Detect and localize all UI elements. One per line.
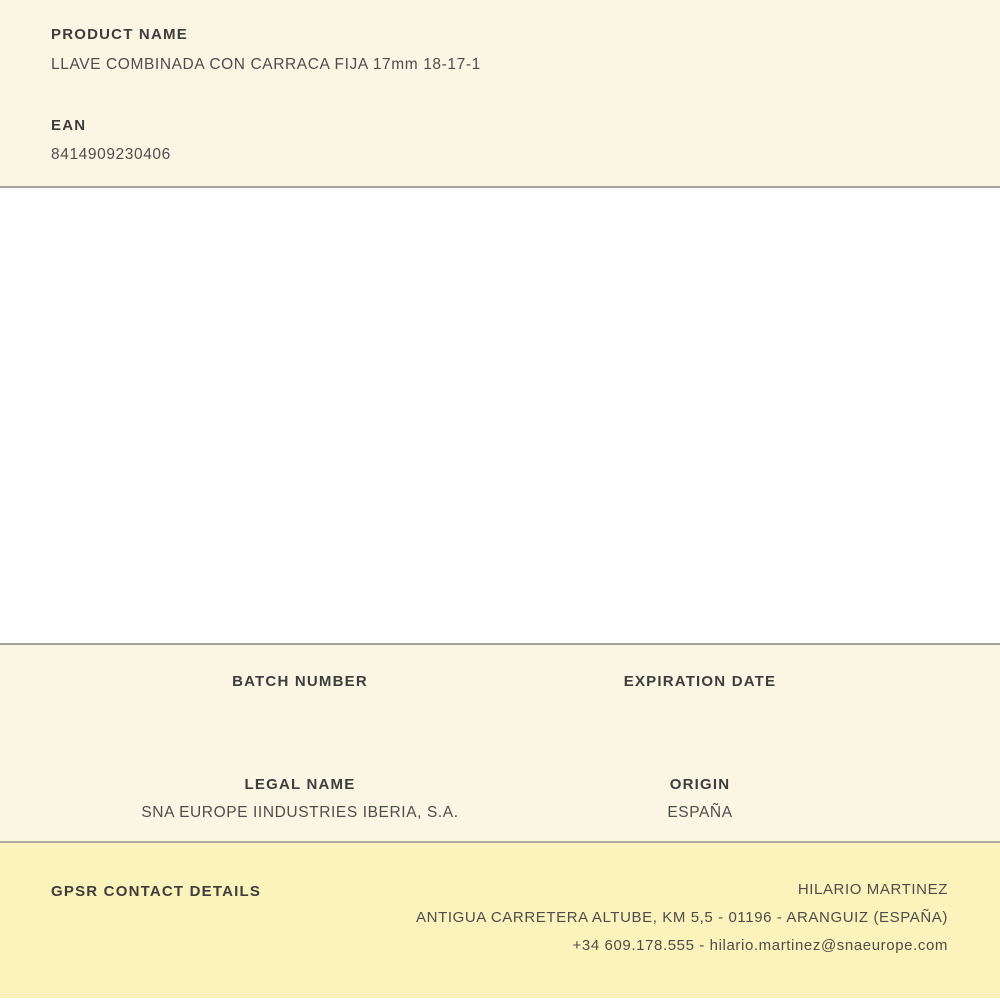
expiration-date-label: EXPIRATION DATE: [623, 673, 777, 690]
origin-label: ORIGIN: [669, 776, 731, 793]
product-header-section: [0, 0, 1000, 188]
details-grid: [100, 674, 900, 821]
contact-address: ANTIGUA CARRETERA ALTUBE, KM 5,5 - 01196 - ARANGUIZ (ESPAÑA): [416, 909, 948, 926]
legal-name-value: SNA EUROPE IINDUSTRIES IBERIA, S.A.: [141, 804, 459, 821]
batch-number-label: BATCH NUMBER: [232, 673, 368, 690]
gpsr-contact-label: GPSR CONTACT DETAILS: [51, 883, 262, 900]
contact-phone-email: +34 609.178.555 - hilario.martinez@snaeurope.com: [572, 937, 948, 954]
product-image-area: [0, 188, 1000, 645]
contact-person-name: HILARIO MARTINEZ: [797, 881, 948, 898]
gpsr-contact-section: [0, 843, 1000, 998]
origin-value: ESPAÑA: [667, 804, 733, 821]
ean-label: EAN: [51, 117, 87, 134]
ean-value: 8414909230406: [51, 146, 171, 163]
batch-number-field: [100, 674, 500, 702]
legal-name-label: LEGAL NAME: [244, 776, 356, 793]
legal-name-field: [100, 777, 500, 821]
product-name-label: PRODUCT NAME: [51, 26, 188, 43]
origin-field: [500, 777, 900, 821]
product-name-value: LLAVE COMBINADA CON CARRACA FIJA 17mm 18-17-1: [51, 56, 481, 73]
gpsr-contact-block: [416, 876, 948, 960]
expiration-date-field: [500, 674, 900, 702]
details-section: [0, 645, 1000, 843]
